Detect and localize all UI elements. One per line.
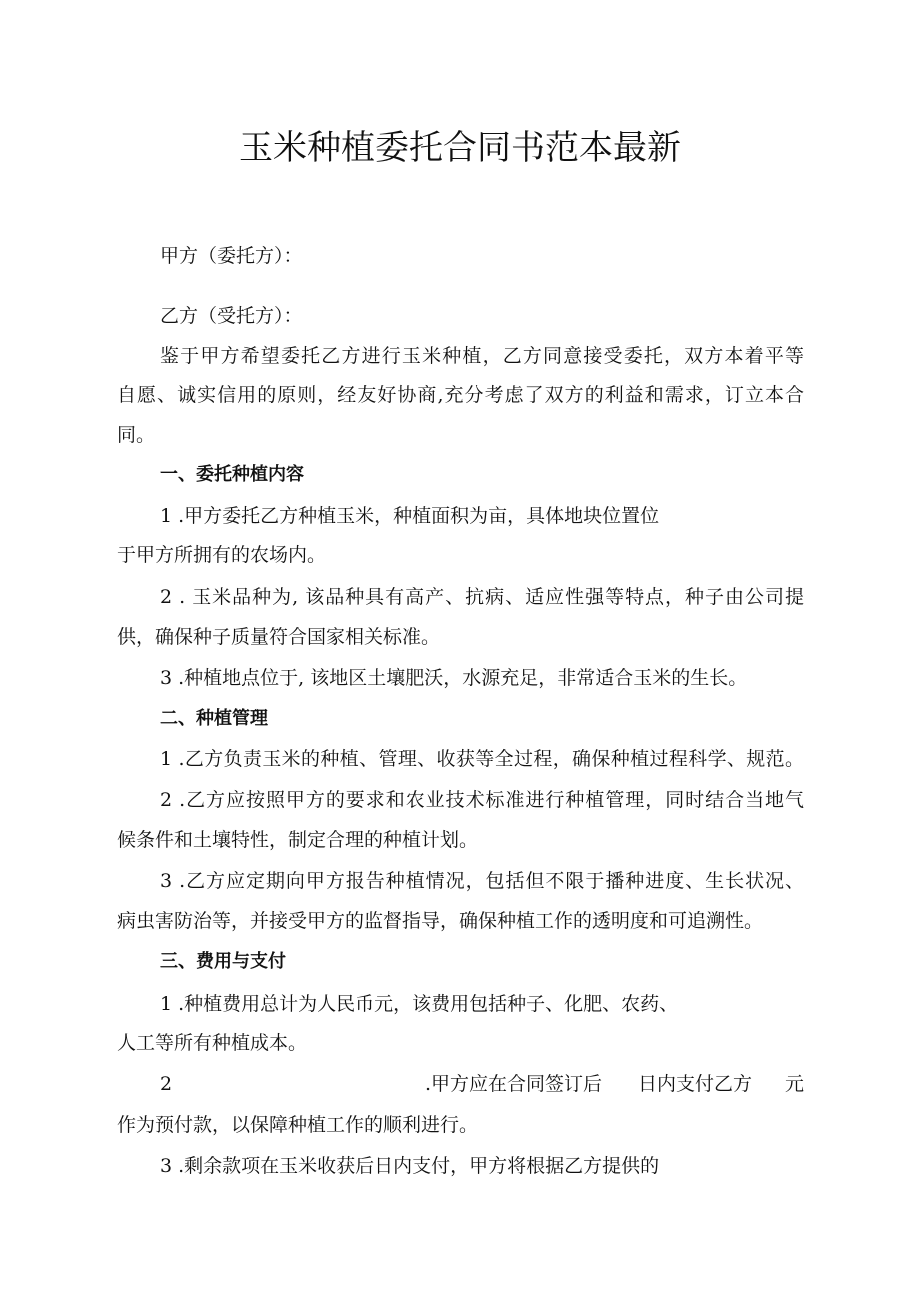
section-heading-2: 二、种植管理: [160, 708, 268, 729]
section2-item1: 1 .乙方负责玉米的种植、管理、收获等全过程，确保种植过程科学、规范。: [160, 748, 804, 770]
section1-item3: 3 .种植地点位于, 该地区土壤肥沃，水源充足，非常适合玉米的生长。: [160, 667, 748, 689]
section3-item2-part2: 日内支付乙方: [638, 1073, 753, 1095]
section3-item1-line1: 1 .种植费用总计为人民币元，该费用包括种子、化肥、农药、: [160, 993, 679, 1015]
section2-item2-line1: 2 .乙方应按照甲方的要求和农业技术标准进行种植管理，同时结合当地气: [160, 789, 804, 811]
preamble-line-2: 自愿、诚实信用的原则，经友好协商,充分考虑了双方的利益和需求，订立本合: [117, 384, 804, 406]
preamble-line-1: 鉴于甲方希望委托乙方进行玉米种植，乙方同意接受委托，双方本着平等: [160, 345, 804, 367]
section3-item2-part3: 元: [785, 1073, 805, 1095]
party-a-label: 甲方（委托方）：: [160, 245, 303, 267]
section-heading-1: 一、委托种植内容: [160, 464, 304, 485]
section3-item2-number: 2: [160, 1073, 173, 1095]
section2-item3-line1: 3 .乙方应定期向甲方报告种植情况，包括但不限于播种进度、生长状况、: [160, 870, 804, 892]
section1-item2-line1: 2 . 玉米品种为, 该品种具有高产、抗病、适应性强等特点，种子由公司提: [160, 586, 804, 608]
section1-item1-line1: 1 .甲方委托乙方种植玉米，种植面积为亩，具体地块位置位: [160, 505, 660, 527]
party-b-label: 乙方（受托方）：: [160, 305, 303, 327]
preamble-line-3: 同。: [117, 424, 156, 446]
document-title: 玉米种植委托合同书范本最新: [239, 128, 681, 168]
section3-item3: 3 .剩余款项在玉米收获后日内支付，甲方将根据乙方提供的: [160, 1155, 660, 1177]
section2-item3-line2: 病虫害防治等，并接受甲方的监督指导，确保种植工作的透明度和可追溯性。: [117, 910, 764, 932]
section2-item2-line2: 候条件和土壤特性，制定合理的种植计划。: [117, 829, 479, 851]
section3-item2-part1: .甲方应在合同签订后: [425, 1073, 603, 1095]
section1-item1-line2: 于甲方所拥有的农场内。: [117, 544, 327, 566]
section3-item2-line2: 作为预付款，以保障种植工作的顺利进行。: [117, 1114, 479, 1136]
section3-item1-line2: 人工等所有种植成本。: [117, 1032, 308, 1054]
section-heading-3: 三、费用与支付: [160, 951, 286, 972]
section1-item2-line2: 供，确保种子质量符合国家相关标准。: [117, 626, 441, 648]
